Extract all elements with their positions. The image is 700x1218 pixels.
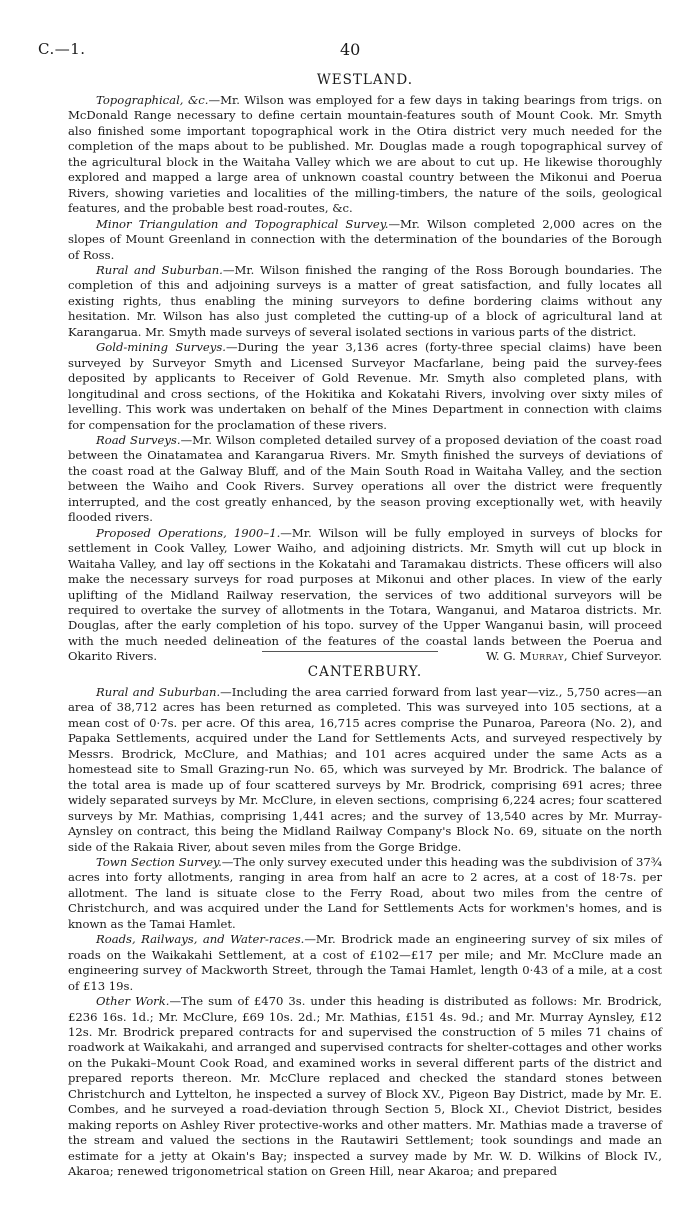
paragraph-text: —During the year 3,136 acres (forty-three special claims) have been surveyed by Surveyor Smyth and Licensed Surveyor Macfarlane, being paid the survey-fees deposited by applicants to Receiver of Gold Revenue. Mr. Smyth also completed plans, with longitudinal and cross sections, of the Hokitika and Kokatahi Rivers, involving over sixty miles of levelling. This work was undertaken on behalf of the Mines Department in connection with claims for compensation for the proclamation of these rivers. xyxy=(68,340,662,432)
paragraph-lead: Roads, Railways, and Water-races. xyxy=(96,932,305,947)
paragraph-lead: Minor Triangulation and Topographical Survey. xyxy=(96,216,389,231)
westland-paragraph-topographical xyxy=(68,93,662,217)
westland-heading: WESTLAND. xyxy=(316,72,414,88)
signature xyxy=(458,649,662,664)
paragraph-lead: Gold-mining Surveys. xyxy=(96,340,226,355)
document-reference: C.—1. xyxy=(38,40,86,58)
paragraph-lead: Road Surveys. xyxy=(96,432,181,447)
signature-name: Murray xyxy=(519,649,564,664)
paragraph-text: —Mr. Wilson will be fully employed in surveys of blocks for settlement in Cook Valley, Lower Waiho, and adjoining districts. Mr. Smyth will cut up block in Waitaha Valley, and lay off sections in the Kokatahi and Taramakau districts. These officers will also make the necessary surveys for road purposes at Mikonui and other places. In view of the early uplifting of the Midland Railway reservation, the services of two additional surveyors will be required to overtake the survey of allotments in the Totara, Wanganui, and Mataroa districts. Mr. Douglas, after the early completion of his topo. survey of the Upper Wanganui basin, will proceed with the much needed delineation of the features of the coastal lands between the Poerua and Okarito Rivers. xyxy=(68,525,662,664)
page-number: 40 xyxy=(340,40,361,59)
signature-role: , Chief Surveyor. xyxy=(563,649,662,664)
paragraph-text: —Mr. Wilson completed detailed survey of a proposed deviation of the coast road between the Oinatamatea and Karangarua Rivers. Mr. Smyth finished the surveys of deviations of the coast road at the Galway Bluff, and of the Main South Road in Waitaha Valley, and the section between the Waiho and Cook Rivers. Survey operations all over the district were frequently interrupted, and the cost greatly enhanced, by the season proving exceptionally wet, with heavily flooded rivers. xyxy=(68,432,662,525)
paragraph-lead: Town Section Survey. xyxy=(96,854,222,869)
westland-paragraph-rural xyxy=(68,263,662,340)
westland-paragraph-gold-mining xyxy=(68,340,662,433)
westland-paragraph-road-surveys xyxy=(68,433,662,526)
paragraph-lead: Rural and Suburban. xyxy=(96,685,221,699)
paragraph-text: —Including the area carried forward from last year—viz., 5,750 acres—an area of 38,712 acres has been returned as completed. This was surveyed into 105 sections, at a mean cost of 0·7s. per acre. Of this area, 16,715 acres comprise the Punaroa, Pareora (No. 2), and Papaka Settlements, acquired under the Land for Settlements Acts, and surveyed respectively by Messrs. Brodrick, McClure, and Mathias; and 101 acres acquired under the same Acts as a homestead site to Small Grazing-run No. 65, which was surveyed by Mr. Brodrick. The balance of the total area is made up of four scattered surveys by Mr. Brodrick, comprising 691 acres; three widely separated surveys by Mr. McClure, in eleven sections, comprising 6,224 acres; four scattered surveys by Mr. Mathias, comprising 1,441 acres; and the survey of 13,540 acres by Mr. Murray-Aynsley on contract, this being the Midland Railway Company's Block No. 69, situate on the north side of the Rakaia River, about seven miles from the Gorge Bridge. xyxy=(68,685,662,854)
westland-paragraph-triangulation xyxy=(68,217,662,263)
paragraph-lead: Rural and Suburban. xyxy=(96,262,223,277)
westland-section xyxy=(68,72,662,665)
canterbury-heading: CANTERBURY. xyxy=(307,664,423,680)
running-head xyxy=(38,40,662,64)
canterbury-section xyxy=(68,664,662,1180)
paragraph-text: —The only survey executed under this heading was the subdivision of 37¾ acres into forty allotments, ranging in area from half an acre to 2 acres, at a cost of 18·7s. per allotment. The land is situate close to the Ferry Road, about two miles from the centre of Christchurch, and was acquired under the Land for Settlements Acts for workmen's homes, and is known as the Tamai Hamlet. xyxy=(68,854,662,931)
paragraph-text: —Mr. Wilson completed 2,000 acres on the slopes of Mount Greenland in connection with the determination of the boundaries of the Borough of Ross. xyxy=(68,216,662,262)
westland-paragraph-proposed xyxy=(68,526,662,665)
canterbury-paragraph-rural xyxy=(68,685,662,855)
signature-initials: W. G. xyxy=(486,649,516,664)
paragraph-lead: Proposed Operations, 1900–1. xyxy=(96,525,281,540)
section-divider xyxy=(262,651,438,652)
canterbury-paragraph-town-section xyxy=(68,855,662,932)
paragraph-text: —The sum of £470 3s. under this heading is distributed as follows: Mr. Brodrick, £236 16s. 1d.; Mr. McClure, £69 10s. 2d.; Mr. Mathias, £151 4s. 9d.; and Mr. Murray Aynsley, £12 12s. Mr. Brodrick prepared contracts for and supervised the construction of 5 miles 71 chains of roadwork at Waikakahi, and arranged and supervised contracts for shelter-cottages and other works on the Pukaki–Mount Cook Road, and examined works in several different parts of the district and prepared reports thereon. Mr. McClure replaced and checked the standard stones between Christchurch and Lyttelton, he inspected a survey of Block XV., Pigeon Bay District, made by Mr. E. Combes, and he surveyed a road-deviation through Section 5, Block XI., Cheviot District, besides making reports on Ashley River protective-works and other matters. Mr. Mathias made a traverse of the stream and valued the sections in the Rautawiri Settlement; took soundings and made an estimate for a jetty at Okain's Bay; inspected a survey made by Mr. W. D. Wilkins of Block IV., Akaroa; renewed trigonometrical station on Green Hill, near Akaroa; and prepared xyxy=(68,994,662,1179)
canterbury-paragraph-roads xyxy=(68,932,662,994)
paragraph-text: —Mr. Wilson finished the ranging of the Ross Borough boundaries. The completion of this and adjoining surveys is a matter of great satisfaction, and fully locates all existing rights, thus enabling the mining surveyors to define bordering claims without any hesitation. Mr. Wilson has also just completed the cutting-up of a block of agricultural land at Karangarua. Mr. Smyth made surveys of several isolated sections in various parts of the district. xyxy=(68,262,662,339)
paragraph-lead: Topographical, &c. xyxy=(96,93,209,107)
paragraph-lead: Other Work. xyxy=(96,994,170,1009)
canterbury-paragraph-other-work xyxy=(68,994,662,1179)
paragraph-text: —Mr. Brodrick made an engineering survey of six miles of roads on the Waikakahi Settlement, at a cost of £102—£17 per mile; and Mr. McClure made an engineering survey of Mackworth Street, through the Tamai Hamlet, length 0·43 of a mile, at a cost of £13 19s. xyxy=(68,932,662,993)
paragraph-text: —Mr. Wilson was employed for a few days in taking bearings from trigs. on McDonald Range necessary to define certain mountain-features south of Mount Cook. Mr. Smyth also finished some important topographical work in the Otira district very much needed for the completion of the maps about to be published. Mr. Douglas made a rough topographical survey of the agricultural block in the Waitaha Valley which we are about to cut up. He likewise thoroughly explored and mapped a large area of unknown coastal country between the Mikonui and Poerua Rivers, showing varieties and localities of the milling-timbers, the nature of the soils, geological features, and the probable best road-routes, &c. xyxy=(68,93,662,216)
